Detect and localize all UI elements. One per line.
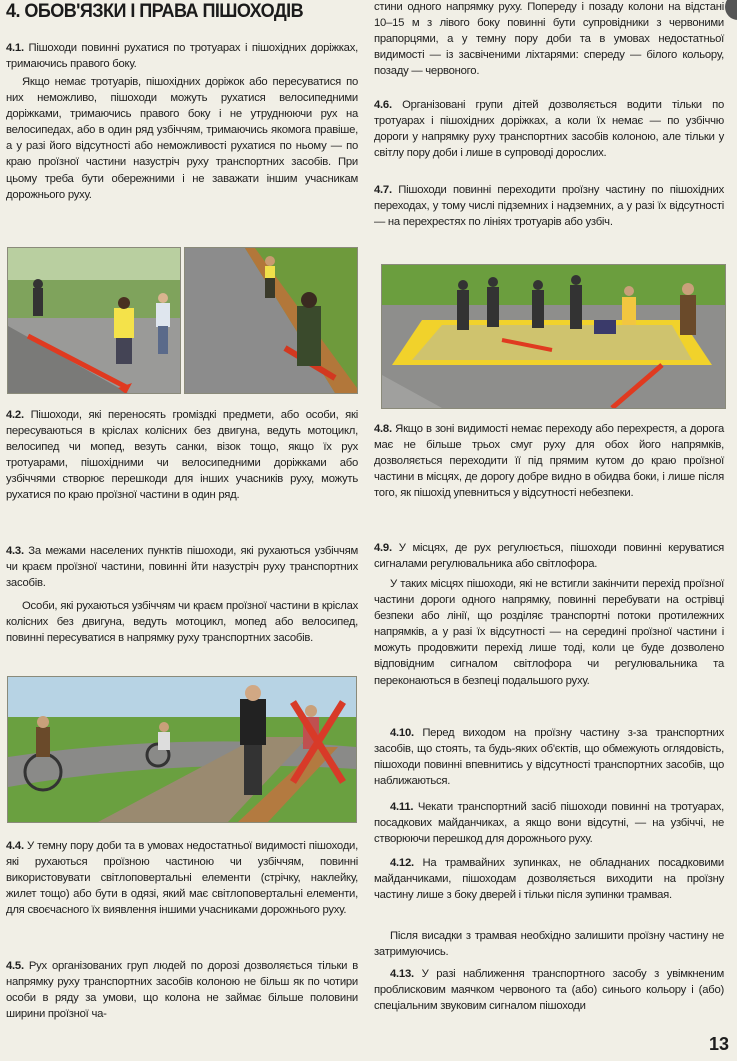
page-number: 13 [708,1034,729,1054]
para-4-5: 4.5. Рух організованих груп людей по дорозі дозволяється тільки в напрямку руху транспортних засобів колоною не більш як по чотири особи в ряду за умови, що колона не займає більше половини ширини проїзної ча- [6,960,358,1021]
para-4-10: 4.10. Перед виходом на проїзну частину з-за транспортних засобів, що стоять, та будь-яких об'єктів, що обмежують оглядовість, пішоходи повинні впевнитись у відсутності транспортних засобів, що наближаються. [374,727,725,788]
para-4-2: 4.2. Пішоходи, які переносять громіздкі предмети, або особи, які пересуваються в кріслах колісних без двигуна, ведуть мотоцикл, велосипед чи мопед, везуть санки, візок тощо, якщо їх рух тротуарами, пішохідними чи велосипедними доріжками або узбіччями створює перешкоди для інших учасників руху, можуть рухатися по краю проїзної частини в один ряд. [6,409,358,502]
para-4-1: 4.1. Пішоходи повинні рухатися по тротуарах і пішохідних доріжках, тримаючись правого боку. [6,42,359,71]
para-4-12b: Після висадки з трамвая необхідно залишити проїзну частину не затримуючись. [374,930,724,959]
illustration-sidewalk-walkers [7,247,181,394]
para-4-7: 4.7. Пішоходи повинні переходити проїзну частину по пішохідних переходах, у тому числі підземних і надземних, а у разі їх відсутності — на перехрестях по лініях тротуарів або узбіч. [374,184,724,229]
para-4-5-cont: стини одного напрямку руху. Попереду і позаду колони на відстані 10–15 м з лівого боку повинні бути супровідники з червоними прапорцями, а у темну пору доби та в умовах недостатньої видимості — із засвіченими ліхтарями: спереду — білого кольору, позаду — червоного. [374,1,724,78]
para-4-3: 4.3. За межами населених пунктів пішоходи, які рухаються узбіччям чи краєм проїзної частини, повинні йти назустріч руху транспортних засобів. [6,545,358,590]
para-4-12: 4.12. На трамвайних зупинках, не обладнаних посадковими майданчиками, пішоходам дозволяється виходити на проїзну частину лише з боку дверей і тільки після зупинки трамвая. [374,857,724,902]
para-4-4: 4.4. У темну пору доби та в умовах недостатньої видимості пішоходи, які рухаються проїзною частиною чи узбіччям, повинні використовувати світлоповертальні елементи (стрічку, наклейку, жилет тощо) або бути в одязі, який має світлоповертальні елементи, для своєчасного їх виявлення іншими учасниками дорожнього руху. [6,840,358,917]
para-4-8: 4.8. Якщо в зоні видимості немає переходу або перехрестя, а дорога має не більше трьох смуг руху для обох його напрямків, дозволяється переходити її під прямим кутом до краю проїзної частини в місцях, де дорогу добре видно в обидва боки, і лише після того, як пішохід упевниться у відсутності небезпеки. [374,423,724,500]
para-4-13: 4.13. У разі наближення транспортного засобу з увімкненим проблисковим маячком червоного та (або) синього кольору і (або) спеціальним звуковим сигналом пішоходи [374,968,725,1013]
illustration-roadside-walkers [184,247,358,394]
para-4-9b: У таких місцях пішоходи, які не встигли закінчити перехід проїзної частини дороги одного напрямку, повинні перебувати на острівці безпеки або лінії, що розділяє транспортні потоки протилежних напрямків, а у разі їх відсутності — на середині проїзної частини і можуть продовжити перехід лише тоді, коли це буде дозволено відповідним сигналом світлофора чи регулювальника та переконаються в безпеці подальшого руху. [374,578,724,687]
page-title: 4. ОБОВ'ЯЗКИ І ПРАВА ПІШОХОДІВ [6,1,304,22]
page-corner-mark [725,0,737,20]
para-4-11: 4.11. Чекати транспортний засіб пішоходи повинні на тротуарах, посадкових майданчиках, а якщо вони відсутні, — на узбіччі, не створюючи перешкод для дорожнього руху. [374,801,725,846]
para-4-6: 4.6. Організовані групи дітей дозволяється водити тільки по тротуарах і пішохідних доріжках, а коли їх немає — по узбіччю дороги у напрямку руху транспортних засобів колоною, але тільки у світлу пору доби і лише в супроводі дорослих. [374,99,724,160]
para-4-1b: Якщо немає тротуарів, пішохідних доріжок або пересуватися по них неможливо, пішоходи можуть рухатися велосипедними доріжками, тримаючись правого боку і не утруднюючи рух на велосипедах, або в один ряд узбіччям, тримаючись якомога правіше, а у разі його відсутності або неможливості рухатися по ньому — по краю проїзної частини назустріч руху транспортних засобів. При цьому треба бути обережними і не заважати іншим учасникам дорожнього руху. [6,76,358,201]
para-4-9: 4.9. У місцях, де рух регулюється, пішоходи повинні керуватися сигналами регулювальника або світлофора. [374,542,724,571]
illustration-pedestrian-crossing [381,264,726,409]
illustration-wheelchair-road [7,676,357,823]
para-4-3b: Особи, які рухаються узбіччям чи краєм проїзної частини в кріслах колісних без двигуна, ведуть мотоцикл, мопед або велосипед, повинні пересуватися в напрямку руху транспортних засобів. [6,600,358,645]
